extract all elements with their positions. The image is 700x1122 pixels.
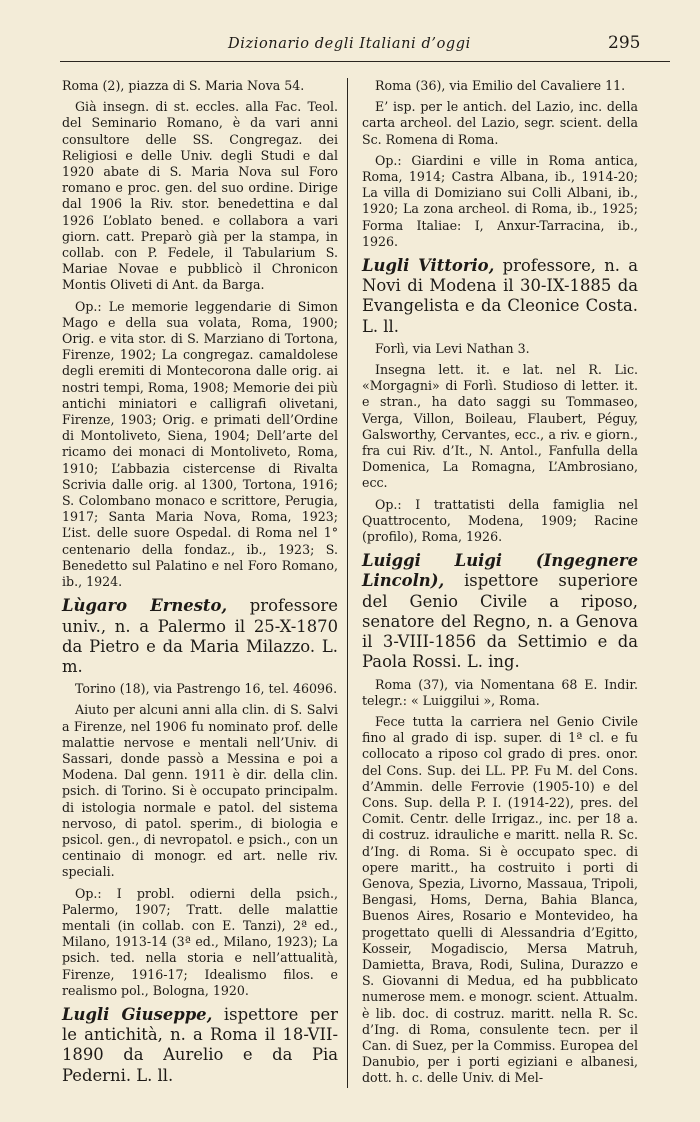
entry-works: Op.: I probl. odierni della psich., Palermo, 1907; Tratt. delle malattie mentali (in collab. con E. Tanzi), 2ª ed., Milano, 1913-14 (3ª ed., Milano, 1923); La psich. ted. nella storia e nell’attualità, Firenze, 1916-17; Idealismo filos. e realismo pol., Bologna, 1920. xyxy=(62,885,338,998)
entry-description: professore univ., n. a Palermo il 25-X-1870 da Pietro e da Maria Milazzo. L. m. xyxy=(62,596,338,676)
entry-description: ispettore per le antichità, n. a Roma il 18-VII-1890 da Aurelio e da Pia Pederni. L. ll. xyxy=(62,1004,338,1085)
entry-luiggi-luigi xyxy=(362,551,638,1086)
page-number: 295 xyxy=(608,33,641,53)
entry-biography: Già insegn. di st. eccles. alla Fac. Teol. del Seminario Romano, è da vari anni consultore delle SS. Congregaz. dei Religiosi e delle Univ. degli Studi e dal 1920 abate di S. Maria Nova sul Foro romano e proc. gen. del suo ordine. Dirige dal 1906 la Riv. stor. benedettina e dal 1926 L’oblato bened. e collabora a vari giorn. catt. Preparò già per la stampa, in collab. con P. Fedele, il Tabularium S. Mariae Novae e pubblicò il Chronicon Montis Oliveti di Ant. da Barga. xyxy=(62,99,338,293)
entry-works: Op.: Giardini e ville in Roma antica, Roma, 1914; Castra Albana, ib., 1914-20; La villa di Domiziano sui Colli Albani, ib., 1920; La zona archeol. di Roma, ib., 1925; Forma Italiae: I, Anxur-Tarracina, ib., 1926. xyxy=(362,152,638,249)
right-column xyxy=(362,78,638,1093)
entry-address: Forlì, via Levi Nathan 3. xyxy=(375,340,530,356)
entry-headline xyxy=(62,1005,338,1086)
entry-biography: E’ isp. per le antich. del Lazio, inc. della carta archeol. del Lazio, segr. scient. della Sc. Romena di Roma. xyxy=(362,99,638,147)
entry-description: professore, n. a Novi di Modena il 30-IX-1885 da Evangelista e da Cleonice Costa. L. ll. xyxy=(362,256,638,336)
running-header-title: Dizionario degli Italiani d’oggi xyxy=(228,36,471,52)
entry-name: Lugli Vittorio, xyxy=(362,256,495,276)
entry-lugaro-ernesto xyxy=(62,596,338,999)
entry-biography: Fece tutta la carriera nel Genio Civile fino al grado di isp. super. di 1ª cl. e fu collocato a riposo col grado di pres. onor. del Cons. Sup. dei LL. PP. Fu M. del Cons. d’Ammin. delle Ferrovie (1905-10) e del Cons. Sup. della P. I. (1914-22), pres. del Comit. Centr. delle Irrigaz., inc. per 18 a. di costruz. idrauliche e maritt. nella R. Sc. d’Ing. di Roma. Si è occupato spec. di opere maritt., ha costruito i porti di Genova, Spezia, Livorno, Massaua, Tripoli, Bengasi, Homs, Derna, Bahia Blanca, Buenos Aires, Rosario e Montevideo, ha progettato quelli di Alessandria d’Egitto, Kosseir, Mogadiscio, Mersa Matruh, Damietta, Brava, Rodi, Sulina, Durazzo e S. Giovanni di Medua, ed ha pubblicato numerose mem. e monogr. scient. Attualm. è lib. doc. di costruz. maritt. nella R. Sc. d’Ing. di Roma, consulente tecn. per il Can. di Suez, per la Commiss. Europea del Danubio, per i porti egiziani e albanesi, dott. h. c. delle Univ. di Mel- xyxy=(362,713,638,1086)
entry-name: Lùgaro Ernesto, xyxy=(62,596,228,616)
entry-works: Op.: Le memorie leggendarie di Simon Mago e della sua volata, Roma, 1900; Orig. e vita stor. di S. Marziano di Tortona, Firenze, 1902; La congregaz. camaldolese degli eremiti di Montecorona dalle orig. ai nostri tempi, Roma, 1908; Memorie dei più antichi miniatori e calligrafi olivetani, Firenze, 1903; Orig. e primati dell’Ordine di Montoliveto, Siena, 1904; Dell’arte del ricamo dei monaci di Montoliveto, Roma, 1910; L’abbazia cistercense di Rivalta Scrivia dalle orig. al 1300, Tortona, 1916; S. Colombano monaco e scrittore, Perugia, 1917; Santa Maria Nova, Roma, 1923; L’ist. delle suore Ospedal. di Roma nel 1° centenario della fondaz., ib., 1923; S. Benedetto sul Palatino e nel Foro Romano, ib., 1924. xyxy=(62,298,338,590)
entry-address: Roma (36), via Emilio del Cavaliere 11. xyxy=(375,78,626,93)
entry-headline xyxy=(362,551,638,672)
header-rule xyxy=(60,61,670,62)
entry-lugli-vittorio xyxy=(362,256,638,545)
entry-name: Luiggi Luigi (Ingegnere Lincoln), xyxy=(362,551,638,591)
entry-name: Lugli Giuseppe, xyxy=(62,1004,213,1024)
entry-headline xyxy=(62,596,338,677)
entry-headline xyxy=(362,256,638,337)
left-column xyxy=(62,78,338,1092)
entry-continued xyxy=(62,78,338,590)
entry-address: Torino (18), via Pastrengo 16, tel. 46096. xyxy=(75,681,338,697)
entry-address: Roma (37), via Nomentana 68 E. Indir. telegr.: « Luiggilui », Roma. xyxy=(362,676,638,708)
entry-description: ispettore superiore del Genio Civile a riposo, senatore del Regno, n. a Genova il 3-VIII-1856 da Settimio e da Paola Rossi. L. ing. xyxy=(362,571,638,672)
entry-address: Roma (2), piazza di S. Maria Nova 54. xyxy=(62,78,305,93)
entry-lugli-giuseppe-continued xyxy=(362,78,638,250)
entry-works: Op.: I trattatisti della famiglia nel Quattrocento, Modena, 1909; Racine (profilo), Roma, 1926. xyxy=(362,496,638,545)
entry-lugli-giuseppe xyxy=(62,1005,338,1086)
column-divider xyxy=(347,78,348,1088)
entry-biography: Aiuto per alcuni anni alla clin. di S. Salvi a Firenze, nel 1906 fu nominato prof. delle malattie nervose e mentali nell’Univ. di Sassari, donde passò a Messina e poi a Modena. Dal genn. 1911 è dir. della clin. psich. di Torino. Si è occupato principalm. di istologia normale e patol. del sistema nervoso, di patol. sperim., di biologia e psicol. gen., di nevropatol. e psich., con un centinaio di monogr. ed art. nelle riv. speciali. xyxy=(62,702,338,880)
entry-biography: Insegna lett. it. e lat. nel R. Lic. «Morgagni» di Forlì. Studioso di letter. it. e stran., ha dato saggi su Tommaseo, Verga, Villon, Boileau, Flaubert, Péguy, Galsworthy, Cervantes, ecc., a riv. e giorn., fra cui Riv. d’It., N. Antol., Fanfulla della Domenica, La Romagna, L’Ambrosiano, ecc. xyxy=(362,362,638,491)
